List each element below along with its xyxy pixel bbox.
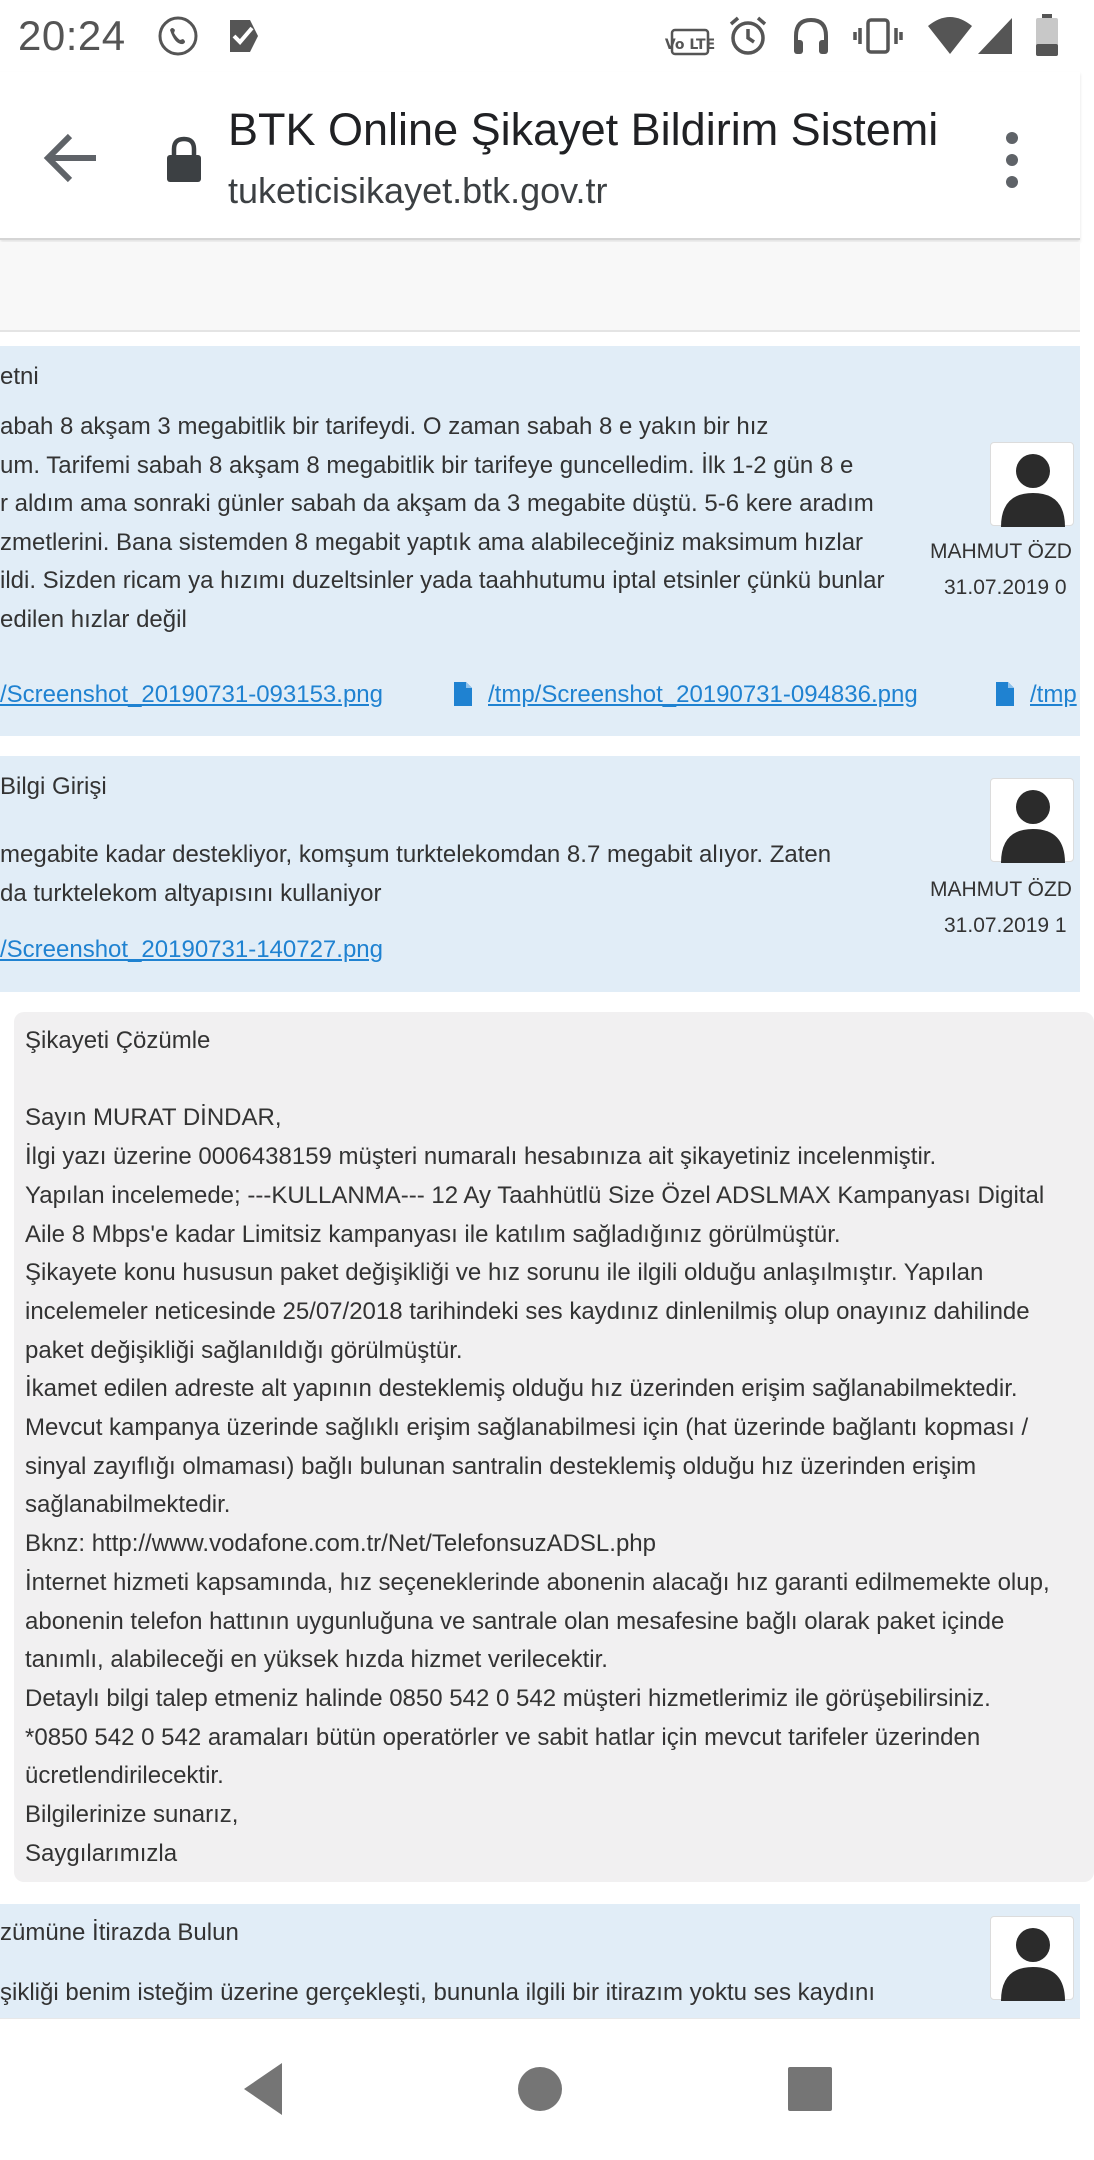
back-triangle-icon[interactable] (236, 2059, 296, 2119)
back-arrow-icon[interactable] (36, 122, 108, 194)
message-date: 31.07.2019 0 (944, 576, 1067, 599)
response-line: sinyal zayıflığı olmaması) bağlı bulunan santralin desteklemiş olduğu hız üzerinden erişim (25, 1452, 977, 1480)
vibrate-icon (852, 14, 904, 58)
attachment-link[interactable]: /Screenshot_20190731-140727.png (0, 936, 383, 963)
page-title[interactable]: BTK Online Şikayet Bildirim Sistemi (228, 104, 939, 155)
avatar (990, 442, 1074, 526)
message-header: etni (0, 363, 39, 390)
user-silhouette-icon (991, 443, 1075, 527)
user-silhouette-icon (991, 779, 1075, 863)
response-line: paket değişikliği sağlanıldığı görülmüştür. (25, 1336, 463, 1364)
message-body (0, 408, 884, 639)
message-header: zümüne İtirazda Bulun (0, 1919, 239, 1946)
status-bar (0, 0, 1080, 72)
message-line: um. Tarifemi sabah 8 akşam 8 megabitlik bir tarifeye guncelledim. İlk 1-2 gün 8 e (0, 451, 854, 479)
response-line: Aile 8 Mbps'e kadar Limitsiz kampanyası ile katılım sağladığınız görülmüştür. (25, 1220, 841, 1248)
operator-response (14, 1012, 1094, 1882)
page-content (0, 242, 1080, 2018)
whatsapp-call-icon (156, 14, 200, 58)
message-date: 31.07.2019 1 (944, 914, 1067, 937)
complaint-message (0, 346, 1080, 736)
response-line: tanımlı, alabileceği en yüksek hızda hizmet verilecektir. (25, 1646, 608, 1674)
check-mark-icon (224, 14, 264, 58)
status-time: 20:24 (18, 12, 126, 59)
response-line: İkamet edilen adreste alt yapının desteklemiş olduğu hız üzerinden erişim sağlanabilmektedir. (25, 1375, 1018, 1403)
response-line: *0850 542 0 542 aramaları bütün operatörler ve sabit hatlar için mevcut tarifeler üzerinden (25, 1723, 981, 1751)
avatar (990, 778, 1074, 862)
volte-icon (664, 14, 716, 58)
browser-toolbar (0, 72, 1080, 240)
author-name: MAHMUT ÖZD (930, 540, 1072, 563)
response-line: sağlanabilmektedir. (25, 1491, 231, 1519)
recents-square-icon[interactable] (780, 2059, 840, 2119)
response-line: Detaylı bilgi talep etmeniz halinde 0850 542 0 542 müşteri hizmetlerimiz ile görüşebilirsiniz. (25, 1684, 991, 1712)
form-header-strip (0, 242, 1080, 332)
file-icon (454, 682, 472, 706)
message-line: megabite kadar destekliyor, komşum turktelekomdan 8.7 megabit alıyor. Zaten (0, 841, 832, 868)
response-line: Bilgilerinize sunarız, (25, 1801, 239, 1829)
home-circle-icon[interactable] (510, 2059, 570, 2119)
user-silhouette-icon (991, 1917, 1075, 2001)
response-line: Yapılan incelemede; ---KULLANMA--- 12 Ay Taahhütlü Size Özel ADSLMAX Kampanyası Digital (25, 1181, 1045, 1209)
response-line: ücretlendirilecektir. (25, 1762, 224, 1790)
signal-icon (976, 14, 1016, 58)
navigation-bar (0, 2018, 1080, 2160)
battery-icon (1034, 14, 1060, 58)
message-line: r aldım ama sonraki günler sabah da akşam da 3 megabite düştü. 5-6 kere aradım (0, 490, 874, 517)
attachment-link[interactable]: /tmp/Screenshot_20190731-094836.png (488, 681, 918, 708)
response-line: Sayın MURAT DİNDAR, (25, 1104, 282, 1132)
message-line: abah 8 akşam 3 megabitlik bir tarifeydi. O zaman sabah 8 e yakın bir hız (0, 413, 769, 440)
message-body (0, 836, 831, 913)
avatar (990, 1916, 1074, 2000)
response-body (25, 1022, 1050, 1873)
response-line: Bknz: http://www.vodafone.com.tr/Net/TelefonsuzADSL.php (25, 1530, 656, 1558)
response-line (25, 1061, 1050, 1100)
overflow-menu-icon[interactable] (990, 128, 1034, 192)
message-line: şikliği benim isteğim üzerine gerçekleşti, bununla ilgili bir itirazım yoktu ses kaydını (0, 1979, 876, 2006)
response-line: Mevcut kampanya üzerinde sağlıklı erişim sağlanabilmesi için (hat üzerinde bağlantı kopması / (25, 1414, 1029, 1442)
response-line: Şikayete konu hususun paket değişikliği ve hız sorunu ile ilgili olduğu anlaşılmıştır. Yapılan (25, 1259, 984, 1287)
message-line: zmetlerini. Bana sistemden 8 megabit yaptık ama alabileceğiniz maksimum hızlar (0, 528, 864, 556)
attachment-link[interactable]: /Screenshot_20190731-093153.png (0, 681, 383, 708)
message-line: ildi. Sizden ricam ya hızımı duzeltsinler yada taahhutumu iptal etsinler çünkü bunlar (0, 567, 885, 594)
page-url[interactable]: tuketicisikayet.btk.gov.tr (228, 170, 608, 211)
headphones-icon (790, 14, 832, 58)
message-line: edilen hızlar değil (0, 605, 187, 633)
response-line: Saygılarımızla (25, 1839, 178, 1867)
response-line: incelemeler neticesinde 25/07/2018 tarihindeki ses kaydınız dinlenilmiş olup onayınız dahilinde (25, 1297, 1030, 1325)
message-header: Bilgi Girişi (0, 773, 107, 800)
wifi-icon (926, 14, 974, 58)
message-line: da turktelekom altyapısını kullaniyor (0, 879, 382, 907)
info-message (0, 756, 1080, 992)
response-line: İnternet hizmeti kapsamında, hız seçeneklerinde abonenin alacağı hız garanti edilmemekte olup, (25, 1568, 1050, 1596)
response-title: Şikayeti Çözümle (25, 1027, 211, 1054)
response-line: abonenin telefon hattının uygunluğuna ve santrale olan mesafesine bağlı olarak paket içinde (25, 1607, 1005, 1635)
attachment-link[interactable]: /tmp (1030, 681, 1077, 708)
author-name: MAHMUT ÖZD (930, 878, 1072, 901)
response-line: İlgi yazı üzerine 0006438159 müşteri numaralı hesabınıza ait şikayetiniz incelenmiştir. (25, 1143, 937, 1171)
lock-icon[interactable] (164, 136, 204, 184)
file-icon (996, 682, 1014, 706)
alarm-icon (726, 14, 770, 58)
volte-label: Vo LTE (664, 37, 716, 53)
